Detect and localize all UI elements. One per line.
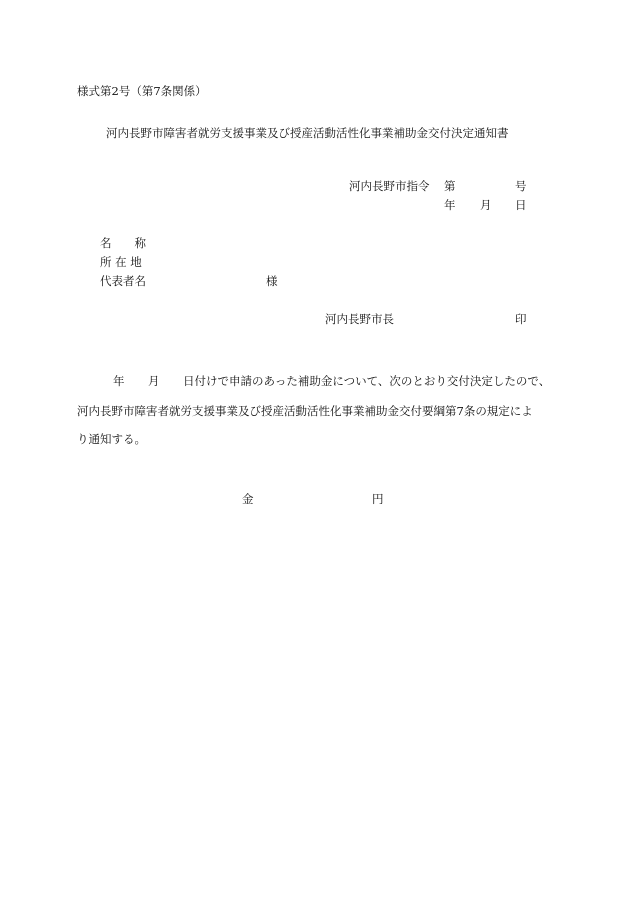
mayor-label: 河内長野市長 — [325, 312, 394, 326]
document-title: 河内長野市障害者就労支援事業及び授産活動活性化事業補助金交付決定通知書 — [106, 126, 509, 140]
amount-yen: 円 — [372, 492, 384, 506]
address-label: 所 在 地 — [100, 255, 142, 269]
directive-dai: 第 — [444, 179, 456, 193]
date-year: 年 — [444, 198, 456, 212]
body-line1: 日付けで申請のあった補助金について、次のとおり交付決定したので、 — [183, 374, 551, 388]
date-month: 月 — [480, 198, 492, 212]
honorific: 様 — [266, 274, 278, 288]
name-label: 名 称 — [100, 236, 146, 250]
date-day: 日 — [515, 198, 527, 212]
directive-label: 河内長野市指令 — [349, 179, 430, 193]
directive-gou: 号 — [515, 179, 527, 193]
body-month: 月 — [148, 374, 160, 388]
body-line3: り通知する。 — [77, 432, 146, 446]
body-line2: 河内長野市障害者就労支援事業及び授産活動活性化事業補助金交付要綱第7条の規定によ — [77, 404, 533, 418]
representative-label: 代表者名 — [100, 274, 146, 288]
form-number: 様式第2号（第7条関係） — [77, 84, 207, 98]
seal-mark: 印 — [515, 312, 527, 326]
amount-kin: 金 — [242, 492, 254, 506]
body-year: 年 — [113, 374, 125, 388]
